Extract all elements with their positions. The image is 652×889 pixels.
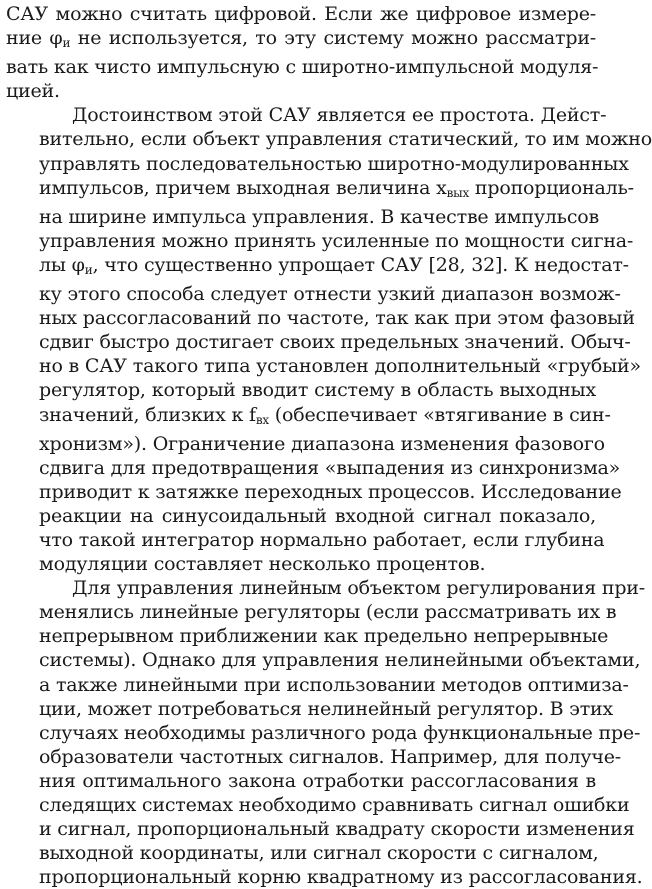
text-line: значений, близких к $f_{вх}$ (обеспечивает «втягивание в син- (39, 403, 611, 427)
text-line: образователи частотных сигналов. Например, для получе- (39, 745, 622, 768)
text-line: на ширине импульса управления. В качестве импульсов (39, 205, 599, 228)
text-line: ние $\varphi_и$ не используется, то эту систему можно рассматри- (6, 27, 597, 51)
text-line: ции, может потребоваться нелинейный регулятор. В этих (39, 697, 613, 720)
paragraph-2 (6, 103, 652, 576)
text-line: управлять последовательностью широтно-модулированных (39, 152, 629, 175)
paragraph-3 (6, 576, 645, 889)
text-line: лы $\varphi_и$, что существенно упрощает САУ [28, 32]. К недостат- (39, 253, 629, 277)
text-line: но в САУ такого типа установлен дополнительный «грубый» (39, 355, 641, 378)
text-line: цией. (6, 80, 60, 103)
text-line: сдвиг быстро достигает своих предельных значений. Обыч- (39, 331, 631, 354)
text-line: сдвига для предотвращения «выпадения из синхронизма» (39, 456, 621, 479)
text-line: что такой интегратор нормально работает, если глубина (39, 528, 605, 551)
paragraph-1 (6, 2, 599, 103)
text-line: модуляции составляет несколько процентов. (39, 553, 486, 576)
text-line: реакции на синусоидальный входной сигнал показало, (39, 504, 596, 527)
text-line: регулятор, который вводит систему в область выходных (39, 379, 596, 402)
text-line: менялись линейные регуляторы (если рассматривать их в (39, 601, 617, 624)
text-line: управления можно принять усиленные по мощности сигна- (39, 229, 634, 252)
document-page (6, 2, 652, 889)
text-line: Для управления линейным объектом регулирования при- (72, 577, 645, 600)
text-line: приводит к затяжке переходных процессов. Исследование (39, 480, 622, 503)
text-line: импульсов, причем выходная величина $x_{вых}$ пропорциональ- (39, 176, 634, 200)
text-line: и сигнал, пропорциональный квадрату скорости изменения (39, 818, 635, 841)
text-line: случаях необходимы различного рода функциональные пре- (39, 721, 641, 744)
text-line: пропорциональный корню квадратному из рассогласования. (39, 866, 643, 889)
text-line: следящих системах необходимо сравнивать сигнал ошибки (39, 794, 630, 816)
text-line: системы). Однако для управления нелинейными объектами, (39, 649, 641, 672)
text-line: ку этого способа следует отнести узкий диапазон возмож- (39, 283, 621, 306)
text-line: ных рассогласований по частоте, так как при этом фазовый (39, 307, 635, 330)
text-line: хронизм»). Ограничение диапазона изменения фазового (39, 432, 605, 455)
text-line: а также линейными при использовании методов оптимиза- (39, 673, 629, 696)
text-line: вительно, если объект управления статический, то им можно (39, 128, 652, 151)
text-line: непрерывном приближении как предельно непрерывные (39, 625, 609, 648)
text-line: ния оптимального закона отработки рассогласования в (39, 769, 596, 792)
text-line: выходной координаты, или сигнал скорости с сигналом, (39, 842, 599, 865)
text-line: Достоинством этой САУ является ее простота. Дейст- (72, 104, 607, 127)
text-line: вать как чисто импульсную с широтно-импульсной модуля- (6, 56, 599, 79)
text-line: САУ можно считать цифровой. Если же цифровое измере- (6, 3, 596, 25)
